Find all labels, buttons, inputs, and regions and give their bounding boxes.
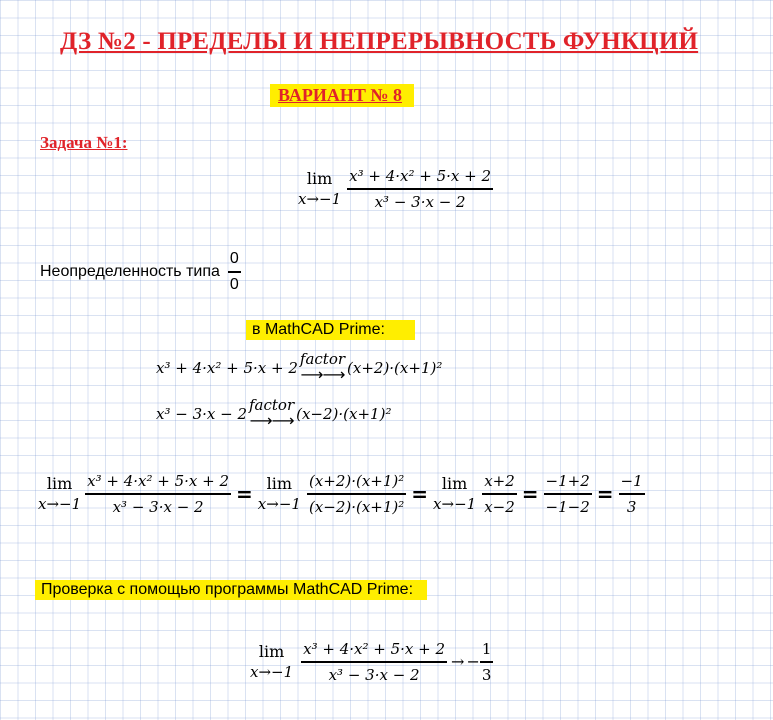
- equals-sign: =: [411, 481, 429, 506]
- check-result: $\frac{1}{3}$: [481, 640, 492, 684]
- check-fraction: $\frac{\text{x³ + 4·x² + 5·x + 2}}{\text{x³ − 3·x − 2}}$: [303, 640, 446, 684]
- equals-sign: =: [521, 481, 539, 506]
- lim-operator: lim x→−1: [38, 473, 82, 514]
- equals-sign: =: [236, 481, 253, 506]
- task-heading: Задача №1:: [40, 133, 128, 152]
- check-limit: [250, 640, 493, 684]
- variant-badge: ВАРИАНТ № 8: [270, 84, 414, 107]
- evaluation-arrow: →: [451, 652, 465, 672]
- lim-operator: lim x→−1: [298, 168, 342, 209]
- factor-line-1: x³ + 4·x² + 5·x + 2 factor ⟶⟶ (x+2)·(x+1)²: [156, 350, 443, 384]
- factor-line-2: x³ − 3·x − 2 factor ⟶⟶ (x−2)·(x+1)²: [156, 396, 392, 430]
- factor-arrow: factor ⟶⟶: [299, 350, 346, 384]
- lim-operator: lim x→−1: [433, 473, 477, 514]
- limit-chain: [38, 472, 645, 516]
- lim-operator: lim x→−1: [257, 473, 301, 514]
- limit-expression: [298, 167, 493, 211]
- chain-fraction-3: $\frac{x+2}{x-2}$: [484, 472, 515, 516]
- indeterminacy-fraction: $\frac{0}{0}$: [229, 250, 239, 293]
- page-title: ДЗ №2 - ПРЕДЕЛЫ И НЕПРЕРЫВНОСТЬ ФУНКЦИЙ: [60, 28, 699, 55]
- equals-sign: =: [596, 481, 614, 506]
- chain-result: $\frac{-1}{3}$: [620, 472, 643, 516]
- chain-fraction-2: $\frac{\text{(x+2)·(x+1)²}}{\text{(x−2)·(x+1)²}}$: [308, 472, 405, 516]
- factor-arrow: factor ⟶⟶: [249, 396, 295, 430]
- mathcad-label: в MathCAD Prime:: [246, 320, 415, 340]
- limit-fraction: $\frac{\text{x³ + 4·x² + 5·x + 2}}{\text{x³ − 3·x − 2}}$: [349, 167, 492, 211]
- minus-sign: −: [466, 652, 480, 672]
- lim-operator: lim x→−1: [250, 641, 294, 682]
- indeterminacy: [40, 250, 241, 294]
- chain-fraction-1: $\frac{\text{x³ + 4·x² + 5·x + 2}}{\text{x³ − 3·x − 2}}$: [87, 472, 230, 516]
- indeterminacy-label: Неопределенность типа: [40, 262, 220, 280]
- check-label: Проверка с помощью программы MathCAD Prime:: [35, 580, 427, 600]
- chain-fraction-4: $\frac{-1+2}{-1-2}$: [545, 472, 590, 516]
